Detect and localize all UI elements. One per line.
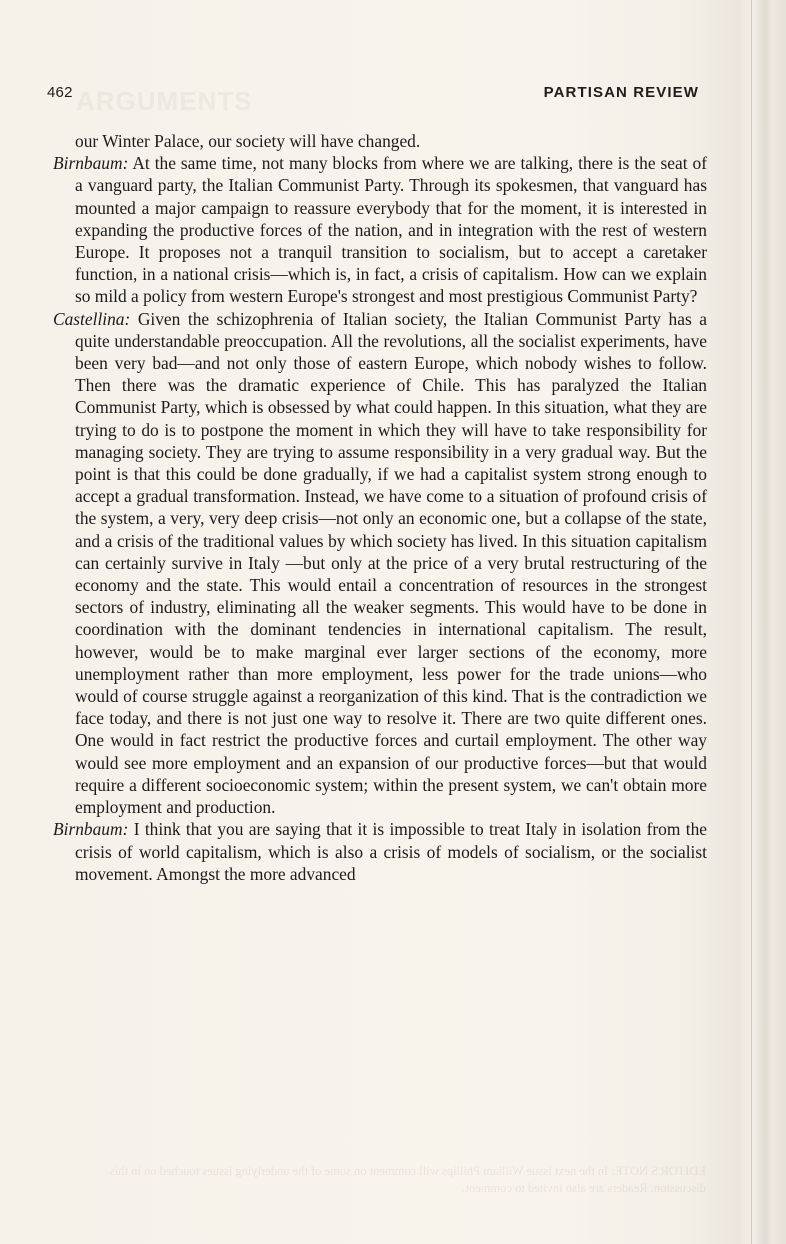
page-number: 462 <box>47 84 73 101</box>
paragraph-text: I think that you are saying that it is impossible to treat Italy in isolation from the crisis of world capitalism, which is also a crisis of models of socialism, or the socialist movement. Amongst the more advanced <box>75 819 707 884</box>
body-text <box>53 130 707 885</box>
speaker-name: Birnbaum: <box>53 153 129 174</box>
speaker-name: Birnbaum: <box>53 819 129 840</box>
paragraph-birnbaum-2 <box>53 818 707 885</box>
speaker-name: Castellina: <box>53 308 131 329</box>
paragraph-text: Given the schizophrenia of Italian society, the Italian Communist Party has a quite understandable preoccupation. All the revolutions, all the socialist experiments, have been very bad—and not only those of eastern Europe, which nobody wishes to follow. Then there was the dramatic experience of Chile. This has paralyzed the Italian Communist Party, which is obsessed by what could happen. In this situation, what they are trying to do is to postpone the moment in which they will have to take responsibility for managing society. They are trying to assume responsibility in a very gradual way. But the point is that this could be done gradually, if we had a capitalist system strong enough to accept a gradual transformation. Instead, we have come to a situation of profound crisis of the system, a very, very deep crisis—not only an economic one, but a collapse of the state, and a crisis of the traditional values by which society has lived. In this situation capitalism can certainly survive in Italy —but only at the price of a very brutal restructuring of the economy and the state. This would entail a concentration of resources in the strongest sectors of industry, eliminating all the weaker segments. This would have to be done in coordination with the dominant tendencies in international capitalism. The result, however, would be to make marginal ever larger sections of the economy, more unemployment rather than more employment, less power for the trade unions—who would of course struggle against a reorganization of this kind. That is the contradiction we face today, and there is not just one way to resolve it. There are two quite different ones. One would in fact restrict the productive forces and curtail employment. The other way would see more employment and an expansion of our productive forces—but that would require a different socioeconomic system; within the present system, we can't obtain more employment and production. <box>75 308 707 818</box>
page-edge-shadow <box>751 0 786 1244</box>
paragraph-text: our Winter Palace, our society will have changed. <box>75 131 421 151</box>
journal-title: PARTISAN REVIEW <box>543 84 699 101</box>
paragraph-text: At the same time, not many blocks from where we are talking, there is the seat of a vanguard party, the Italian Communist Party. Through its spokesmen, that vanguard has mounted a major campaign to reassure everybody that for the moment, it is interested in expanding the productive forces of the nation, and in integration with the rest of western Europe. It proposes not a tranquil transition to socialism, but to accept a caretaker function, in a national crisis—which is, in fact, a crisis of capitalism. How can we explain so mild a policy from western Europe's strongest and most prestigious Communist Party? <box>75 153 707 307</box>
show-through-heading: ARGUMENTS <box>76 86 253 116</box>
show-through-footnote: EDITOR'S NOTE: In the next issue William Phillips will comment on some of the underlying issues touched on in this discussion. Readers are also invited to comment. <box>109 1164 706 1195</box>
paragraph-birnbaum-1 <box>53 152 707 307</box>
paragraph-castellina <box>53 308 707 819</box>
paragraph-continuation <box>53 130 707 152</box>
running-head <box>47 84 699 101</box>
